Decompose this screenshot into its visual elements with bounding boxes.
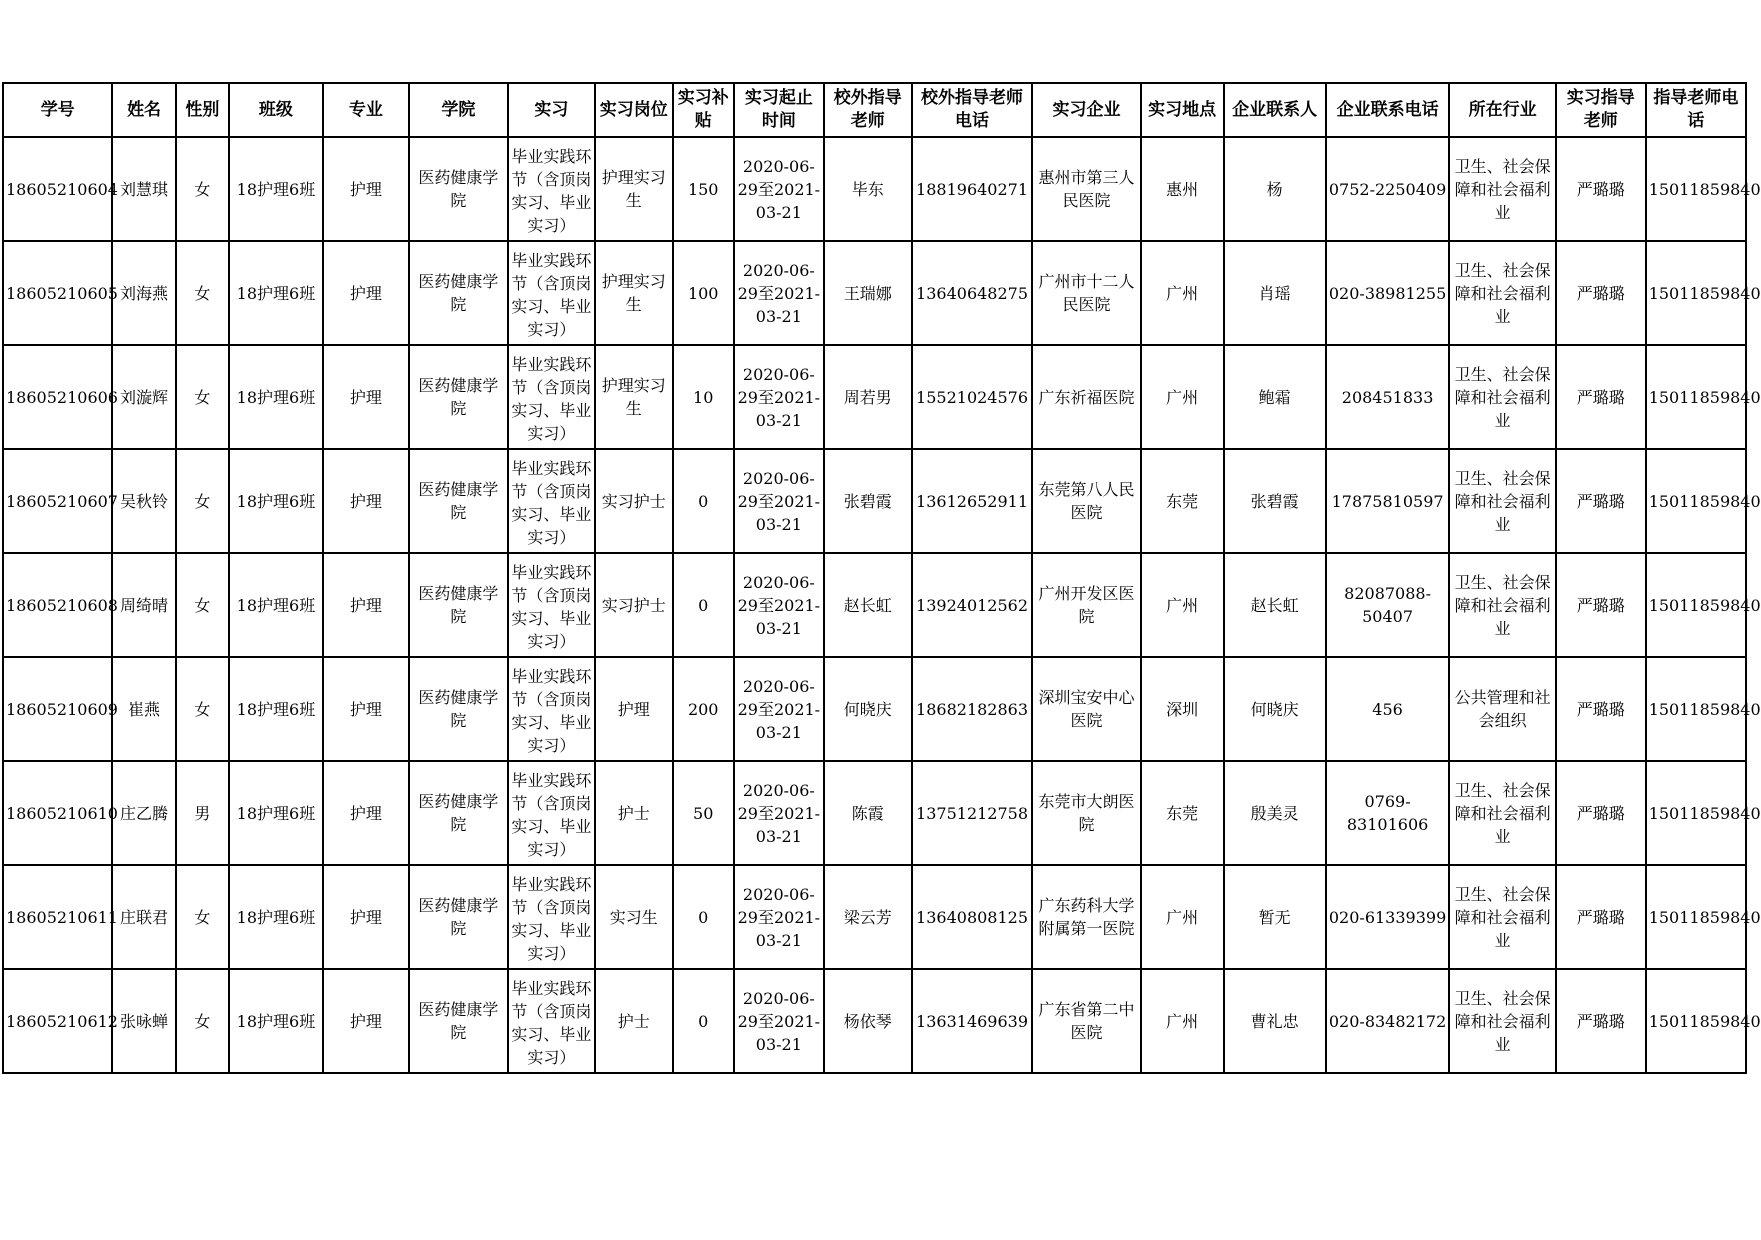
header-company: 实习企业 <box>1032 83 1140 137</box>
cell-company-phone: 020-83482172 <box>1326 969 1450 1073</box>
cell-company: 广东省第二中医院 <box>1032 969 1140 1073</box>
cell-student-id: 18605210610 <box>3 761 112 865</box>
cell-external-mentor: 毕东 <box>824 137 912 241</box>
cell-position: 护士 <box>595 761 673 865</box>
cell-external-mentor-phone: 15521024576 <box>912 345 1033 449</box>
cell-college: 医药健康学院 <box>409 657 508 761</box>
cell-company-contact: 肖瑶 <box>1224 241 1326 345</box>
header-position: 实习岗位 <box>595 83 673 137</box>
cell-external-mentor-phone: 13640648275 <box>912 241 1033 345</box>
cell-company: 东莞第八人民医院 <box>1032 449 1140 553</box>
cell-external-mentor: 杨依琴 <box>824 969 912 1073</box>
cell-gender: 女 <box>176 241 229 345</box>
cell-internship-text: 毕业实践环节（含顶岗实习、毕业实习） <box>511 979 592 1067</box>
cell-mentor-phone: 15011859840 <box>1646 761 1746 865</box>
cell-college: 医药健康学院 <box>409 449 508 553</box>
cell-company-phone: 0752-2250409 <box>1326 137 1450 241</box>
cell-internship-text: 毕业实践环节（含顶岗实习、毕业实习） <box>511 355 592 443</box>
cell-position: 护理实习生 <box>595 137 673 241</box>
cell-external-mentor: 陈霞 <box>824 761 912 865</box>
cell-internal-mentor: 严璐璐 <box>1556 137 1646 241</box>
table-row <box>3 969 1746 1073</box>
table-row <box>3 241 1746 345</box>
cell-internship-text: 毕业实践环节（含顶岗实习、毕业实习） <box>511 875 592 963</box>
cell-company-phone: 456 <box>1326 657 1450 761</box>
cell-location: 广州 <box>1141 865 1224 969</box>
cell-period: 2020-06-29至2021-03-21 <box>734 241 824 345</box>
header-company-phone: 企业联系电话 <box>1326 83 1450 137</box>
header-subsidy: 实习补贴 <box>673 83 734 137</box>
cell-college: 医药健康学院 <box>409 969 508 1073</box>
cell-mentor-phone: 15011859840 <box>1646 345 1746 449</box>
cell-location: 东莞 <box>1141 449 1224 553</box>
cell-external-mentor-phone: 13751212758 <box>912 761 1033 865</box>
cell-company-phone: 020-38981255 <box>1326 241 1450 345</box>
cell-internship-text: 毕业实践环节（含顶岗实习、毕业实习） <box>511 563 592 651</box>
cell-major: 护理 <box>323 865 409 969</box>
cell-major: 护理 <box>323 345 409 449</box>
cell-internal-mentor: 严璐璐 <box>1556 761 1646 865</box>
cell-company-contact: 暂无 <box>1224 865 1326 969</box>
cell-internship-text: 毕业实践环节（含顶岗实习、毕业实习） <box>511 147 592 235</box>
cell-class: 18护理6班 <box>229 865 323 969</box>
cell-internship <box>508 345 595 449</box>
cell-gender: 女 <box>176 449 229 553</box>
cell-name: 刘慧琪 <box>112 137 175 241</box>
cell-company-contact: 殷美灵 <box>1224 761 1326 865</box>
cell-external-mentor-phone: 18819640271 <box>912 137 1033 241</box>
cell-company: 广州开发区医院 <box>1032 553 1140 657</box>
cell-college: 医药健康学院 <box>409 137 508 241</box>
cell-subsidy: 0 <box>673 865 734 969</box>
cell-internship <box>508 241 595 345</box>
cell-location: 深圳 <box>1141 657 1224 761</box>
cell-internship-text: 毕业实践环节（含顶岗实习、毕业实习） <box>511 459 592 547</box>
cell-position: 护理 <box>595 657 673 761</box>
cell-position: 实习生 <box>595 865 673 969</box>
cell-internal-mentor: 严璐璐 <box>1556 449 1646 553</box>
cell-company: 广东药科大学附属第一医院 <box>1032 865 1140 969</box>
cell-company: 深圳宝安中心医院 <box>1032 657 1140 761</box>
cell-external-mentor: 王瑞娜 <box>824 241 912 345</box>
cell-internship <box>508 969 595 1073</box>
cell-company-contact: 鲍霜 <box>1224 345 1326 449</box>
cell-company-contact: 赵长虹 <box>1224 553 1326 657</box>
cell-industry: 卫生、社会保障和社会福利业 <box>1449 345 1555 449</box>
cell-internship <box>508 761 595 865</box>
cell-period: 2020-06-29至2021-03-21 <box>734 761 824 865</box>
cell-industry: 卫生、社会保障和社会福利业 <box>1449 241 1555 345</box>
cell-industry: 卫生、社会保障和社会福利业 <box>1449 449 1555 553</box>
cell-student-id: 18605210605 <box>3 241 112 345</box>
cell-period: 2020-06-29至2021-03-21 <box>734 137 824 241</box>
internship-table <box>2 82 1761 1074</box>
cell-class: 18护理6班 <box>229 969 323 1073</box>
header-name: 姓名 <box>112 83 175 137</box>
table-row <box>3 657 1746 761</box>
cell-industry: 公共管理和社会组织 <box>1449 657 1555 761</box>
header-external-mentor: 校外指导老师 <box>824 83 912 137</box>
cell-student-id: 18605210606 <box>3 345 112 449</box>
cell-external-mentor-phone: 13612652911 <box>912 449 1033 553</box>
cell-company: 东莞市大朗医院 <box>1032 761 1140 865</box>
header-industry: 所在行业 <box>1449 83 1555 137</box>
table-row <box>3 345 1746 449</box>
cell-class: 18护理6班 <box>229 137 323 241</box>
cell-internal-mentor: 严璐璐 <box>1556 553 1646 657</box>
cell-gender: 女 <box>176 657 229 761</box>
cell-major: 护理 <box>323 761 409 865</box>
cell-industry: 卫生、社会保障和社会福利业 <box>1449 969 1555 1073</box>
header-mentor-phone: 指导老师电话 <box>1646 83 1746 137</box>
cell-internship <box>508 449 595 553</box>
cell-name: 崔燕 <box>112 657 175 761</box>
header-college: 学院 <box>409 83 508 137</box>
cell-mentor-phone: 15011859840 <box>1646 241 1746 345</box>
cell-name: 周绮晴 <box>112 553 175 657</box>
cell-internship <box>508 657 595 761</box>
cell-company: 惠州市第三人民医院 <box>1032 137 1140 241</box>
cell-student-id: 18605210611 <box>3 865 112 969</box>
cell-gender: 女 <box>176 345 229 449</box>
cell-major: 护理 <box>323 449 409 553</box>
cell-company-phone: 020-61339399 <box>1326 865 1450 969</box>
cell-location: 广州 <box>1141 969 1224 1073</box>
cell-college: 医药健康学院 <box>409 241 508 345</box>
cell-company-phone: 17875810597 <box>1326 449 1450 553</box>
cell-class: 18护理6班 <box>229 241 323 345</box>
cell-company-phone: 208451833 <box>1326 345 1450 449</box>
cell-external-mentor-phone: 13924012562 <box>912 553 1033 657</box>
cell-student-id: 18605210604 <box>3 137 112 241</box>
cell-external-mentor: 梁云芳 <box>824 865 912 969</box>
cell-location: 东莞 <box>1141 761 1224 865</box>
cell-industry: 卫生、社会保障和社会福利业 <box>1449 553 1555 657</box>
cell-company-contact: 张碧霞 <box>1224 449 1326 553</box>
cell-student-id: 18605210609 <box>3 657 112 761</box>
cell-subsidy: 0 <box>673 449 734 553</box>
cell-subsidy: 200 <box>673 657 734 761</box>
cell-major: 护理 <box>323 657 409 761</box>
cell-class: 18护理6班 <box>229 761 323 865</box>
cell-college: 医药健康学院 <box>409 865 508 969</box>
cell-company-phone: 0769-83101606 <box>1326 761 1450 865</box>
cell-gender: 女 <box>176 865 229 969</box>
cell-subsidy: 0 <box>673 553 734 657</box>
table-row <box>3 449 1746 553</box>
header-location: 实习地点 <box>1141 83 1224 137</box>
cell-gender: 女 <box>176 553 229 657</box>
cell-internship <box>508 865 595 969</box>
cell-internal-mentor: 严璐璐 <box>1556 345 1646 449</box>
cell-college: 医药健康学院 <box>409 553 508 657</box>
cell-subsidy: 100 <box>673 241 734 345</box>
cell-external-mentor: 何晓庆 <box>824 657 912 761</box>
cell-internship-text: 毕业实践环节（含顶岗实习、毕业实习） <box>511 251 592 339</box>
cell-class: 18护理6班 <box>229 449 323 553</box>
cell-external-mentor-phone: 13631469639 <box>912 969 1033 1073</box>
cell-name: 刘漩辉 <box>112 345 175 449</box>
header-company-contact: 企业联系人 <box>1224 83 1326 137</box>
cell-company: 广州市十二人民医院 <box>1032 241 1140 345</box>
cell-external-mentor-phone: 18682182863 <box>912 657 1033 761</box>
cell-name: 庄联君 <box>112 865 175 969</box>
cell-mentor-phone: 15011859840 <box>1646 657 1746 761</box>
table-row <box>3 761 1746 865</box>
cell-mentor-phone: 15011859840 <box>1646 449 1746 553</box>
cell-subsidy: 10 <box>673 345 734 449</box>
cell-mentor-phone: 15011859840 <box>1646 969 1746 1073</box>
cell-internship-text: 毕业实践环节（含顶岗实习、毕业实习） <box>511 771 592 859</box>
table-row <box>3 553 1746 657</box>
cell-period: 2020-06-29至2021-03-21 <box>734 969 824 1073</box>
cell-college: 医药健康学院 <box>409 345 508 449</box>
cell-major: 护理 <box>323 553 409 657</box>
cell-gender: 女 <box>176 969 229 1073</box>
table-body <box>3 137 1761 1073</box>
cell-period: 2020-06-29至2021-03-21 <box>734 865 824 969</box>
cell-mentor-phone: 15011859840 <box>1646 553 1746 657</box>
cell-major: 护理 <box>323 137 409 241</box>
cell-company: 广东祈福医院 <box>1032 345 1140 449</box>
cell-class: 18护理6班 <box>229 657 323 761</box>
cell-company-phone: 82087088-50407 <box>1326 553 1450 657</box>
header-gender: 性别 <box>176 83 229 137</box>
header-major: 专业 <box>323 83 409 137</box>
cell-class: 18护理6班 <box>229 345 323 449</box>
header-internship: 实习 <box>508 83 595 137</box>
cell-location: 惠州 <box>1141 137 1224 241</box>
cell-period: 2020-06-29至2021-03-21 <box>734 345 824 449</box>
cell-college: 医药健康学院 <box>409 761 508 865</box>
cell-name: 刘海燕 <box>112 241 175 345</box>
cell-industry: 卫生、社会保障和社会福利业 <box>1449 761 1555 865</box>
cell-name: 庄乙腾 <box>112 761 175 865</box>
cell-major: 护理 <box>323 969 409 1073</box>
cell-period: 2020-06-29至2021-03-21 <box>734 553 824 657</box>
cell-major: 护理 <box>323 241 409 345</box>
cell-name: 吴秋铃 <box>112 449 175 553</box>
cell-position: 护理实习生 <box>595 345 673 449</box>
cell-external-mentor: 周若男 <box>824 345 912 449</box>
cell-name: 张咏蝉 <box>112 969 175 1073</box>
cell-position: 实习护士 <box>595 553 673 657</box>
table-row <box>3 865 1746 969</box>
cell-subsidy: 0 <box>673 969 734 1073</box>
cell-position: 护士 <box>595 969 673 1073</box>
cell-location: 广州 <box>1141 345 1224 449</box>
cell-location: 广州 <box>1141 553 1224 657</box>
cell-internal-mentor: 严璐璐 <box>1556 865 1646 969</box>
cell-location: 广州 <box>1141 241 1224 345</box>
cell-mentor-phone: 15011859840 <box>1646 865 1746 969</box>
header-external-mentor-phone: 校外指导老师电话 <box>912 83 1033 137</box>
cell-internal-mentor: 严璐璐 <box>1556 969 1646 1073</box>
cell-internship <box>508 137 595 241</box>
cell-internship <box>508 553 595 657</box>
cell-class: 18护理6班 <box>229 553 323 657</box>
cell-period: 2020-06-29至2021-03-21 <box>734 449 824 553</box>
cell-external-mentor-phone: 13640808125 <box>912 865 1033 969</box>
cell-subsidy: 150 <box>673 137 734 241</box>
cell-internship-text: 毕业实践环节（含顶岗实习、毕业实习） <box>511 667 592 755</box>
header-class: 班级 <box>229 83 323 137</box>
cell-company-contact: 曹礼忠 <box>1224 969 1326 1073</box>
cell-period: 2020-06-29至2021-03-21 <box>734 657 824 761</box>
cell-gender: 男 <box>176 761 229 865</box>
header-period: 实习起止时间 <box>734 83 824 137</box>
cell-external-mentor: 赵长虹 <box>824 553 912 657</box>
header-student-id: 学号 <box>3 83 112 137</box>
cell-position: 实习护士 <box>595 449 673 553</box>
cell-internal-mentor: 严璐璐 <box>1556 241 1646 345</box>
cell-company-contact: 何晓庆 <box>1224 657 1326 761</box>
cell-student-id: 18605210608 <box>3 553 112 657</box>
cell-student-id: 18605210612 <box>3 969 112 1073</box>
cell-industry: 卫生、社会保障和社会福利业 <box>1449 137 1555 241</box>
cell-gender: 女 <box>176 137 229 241</box>
table-row <box>3 137 1746 241</box>
cell-external-mentor: 张碧霞 <box>824 449 912 553</box>
cell-student-id: 18605210607 <box>3 449 112 553</box>
cell-company-contact: 杨 <box>1224 137 1326 241</box>
cell-mentor-phone: 15011859840 <box>1646 137 1746 241</box>
cell-subsidy: 50 <box>673 761 734 865</box>
cell-position: 护理实习生 <box>595 241 673 345</box>
cell-industry: 卫生、社会保障和社会福利业 <box>1449 865 1555 969</box>
header-internal-mentor: 实习指导老师 <box>1556 83 1646 137</box>
cell-internal-mentor: 严璐璐 <box>1556 657 1646 761</box>
header-row <box>3 83 1746 137</box>
